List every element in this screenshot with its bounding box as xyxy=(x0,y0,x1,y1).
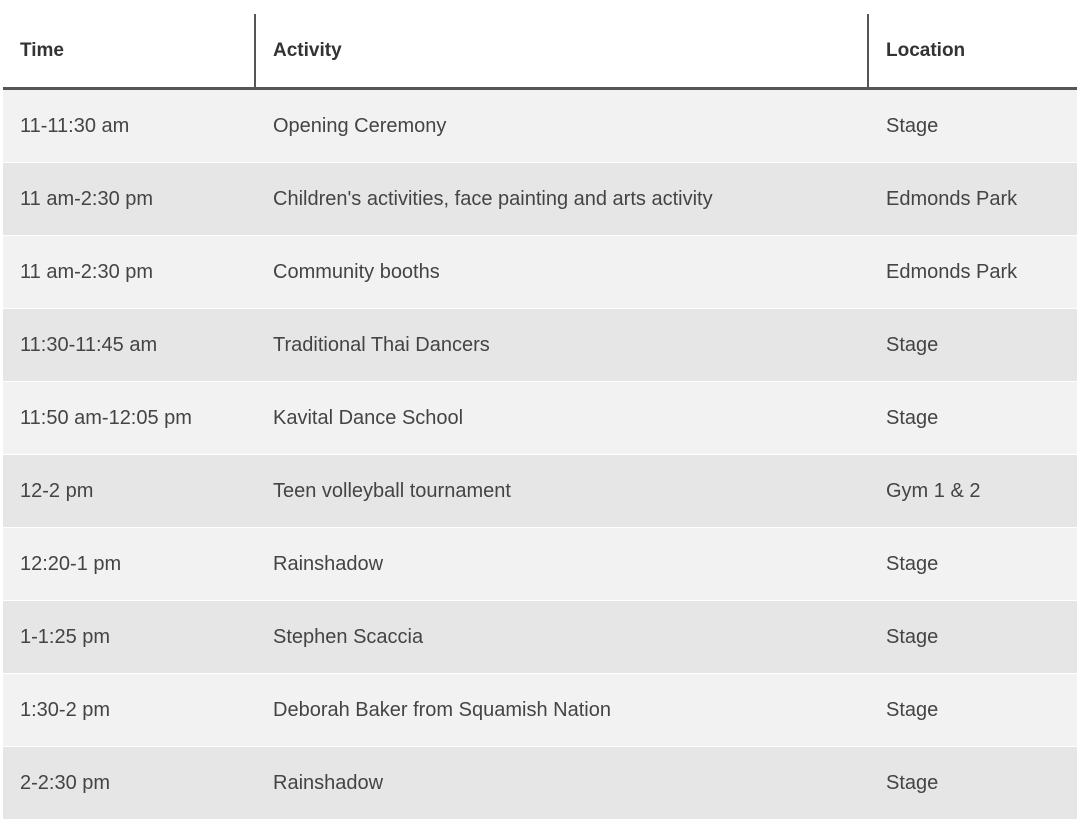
table-row xyxy=(3,163,1077,236)
header-activity[interactable]: Activity xyxy=(273,39,342,61)
cell-activity: Teen volleyball tournament xyxy=(273,479,511,502)
table-row xyxy=(3,674,1077,747)
cell-time: 11:30-11:45 am xyxy=(20,333,158,356)
cell-time: 1-1:25 pm xyxy=(20,625,111,648)
cell-time: 12:20-1 pm xyxy=(20,552,122,575)
table-row xyxy=(3,455,1077,528)
cell-location: Edmonds Park xyxy=(886,187,1018,210)
cell-location: Stage xyxy=(886,552,939,575)
cell-activity: Kavital Dance School xyxy=(273,406,464,429)
cell-location: Stage xyxy=(886,625,939,648)
cell-location: Stage xyxy=(886,698,939,721)
column-divider xyxy=(254,14,256,87)
cell-activity: Traditional Thai Dancers xyxy=(273,333,490,356)
cell-location: Gym 1 & 2 xyxy=(886,479,981,502)
cell-location: Stage xyxy=(886,771,939,794)
cell-activity: Stephen Scaccia xyxy=(273,625,424,648)
cell-time: 11 am-2:30 pm xyxy=(20,260,154,283)
table-header xyxy=(3,14,1077,90)
cell-time: 2-2:30 pm xyxy=(20,771,111,794)
cell-activity: Opening Ceremony xyxy=(273,114,447,137)
table-row xyxy=(3,747,1077,820)
cell-location: Stage xyxy=(886,333,939,356)
column-divider xyxy=(867,14,869,87)
cell-time: 11-11:30 am xyxy=(20,114,130,137)
cell-time: 11:50 am-12:05 pm xyxy=(20,406,192,429)
cell-activity: Community booths xyxy=(273,260,440,283)
cell-time: 11 am-2:30 pm xyxy=(20,187,154,210)
cell-activity: Rainshadow xyxy=(273,552,384,575)
cell-activity: Rainshadow xyxy=(273,771,384,794)
schedule-table xyxy=(3,14,1077,820)
header-time[interactable]: Time xyxy=(20,39,65,61)
table-row xyxy=(3,528,1077,601)
cell-activity: Deborah Baker from Squamish Nation xyxy=(273,698,611,721)
cell-location: Edmonds Park xyxy=(886,260,1018,283)
header-location[interactable]: Location xyxy=(886,39,966,61)
table-row xyxy=(3,90,1077,163)
cell-location: Stage xyxy=(886,114,939,137)
cell-location: Stage xyxy=(886,406,939,429)
table-row xyxy=(3,382,1077,455)
table-row xyxy=(3,601,1077,674)
cell-time: 1:30-2 pm xyxy=(20,698,111,721)
cell-activity: Children's activities, face painting and arts activity xyxy=(273,187,713,210)
table-row xyxy=(3,236,1077,309)
table-row xyxy=(3,309,1077,382)
cell-time: 12-2 pm xyxy=(20,479,94,502)
